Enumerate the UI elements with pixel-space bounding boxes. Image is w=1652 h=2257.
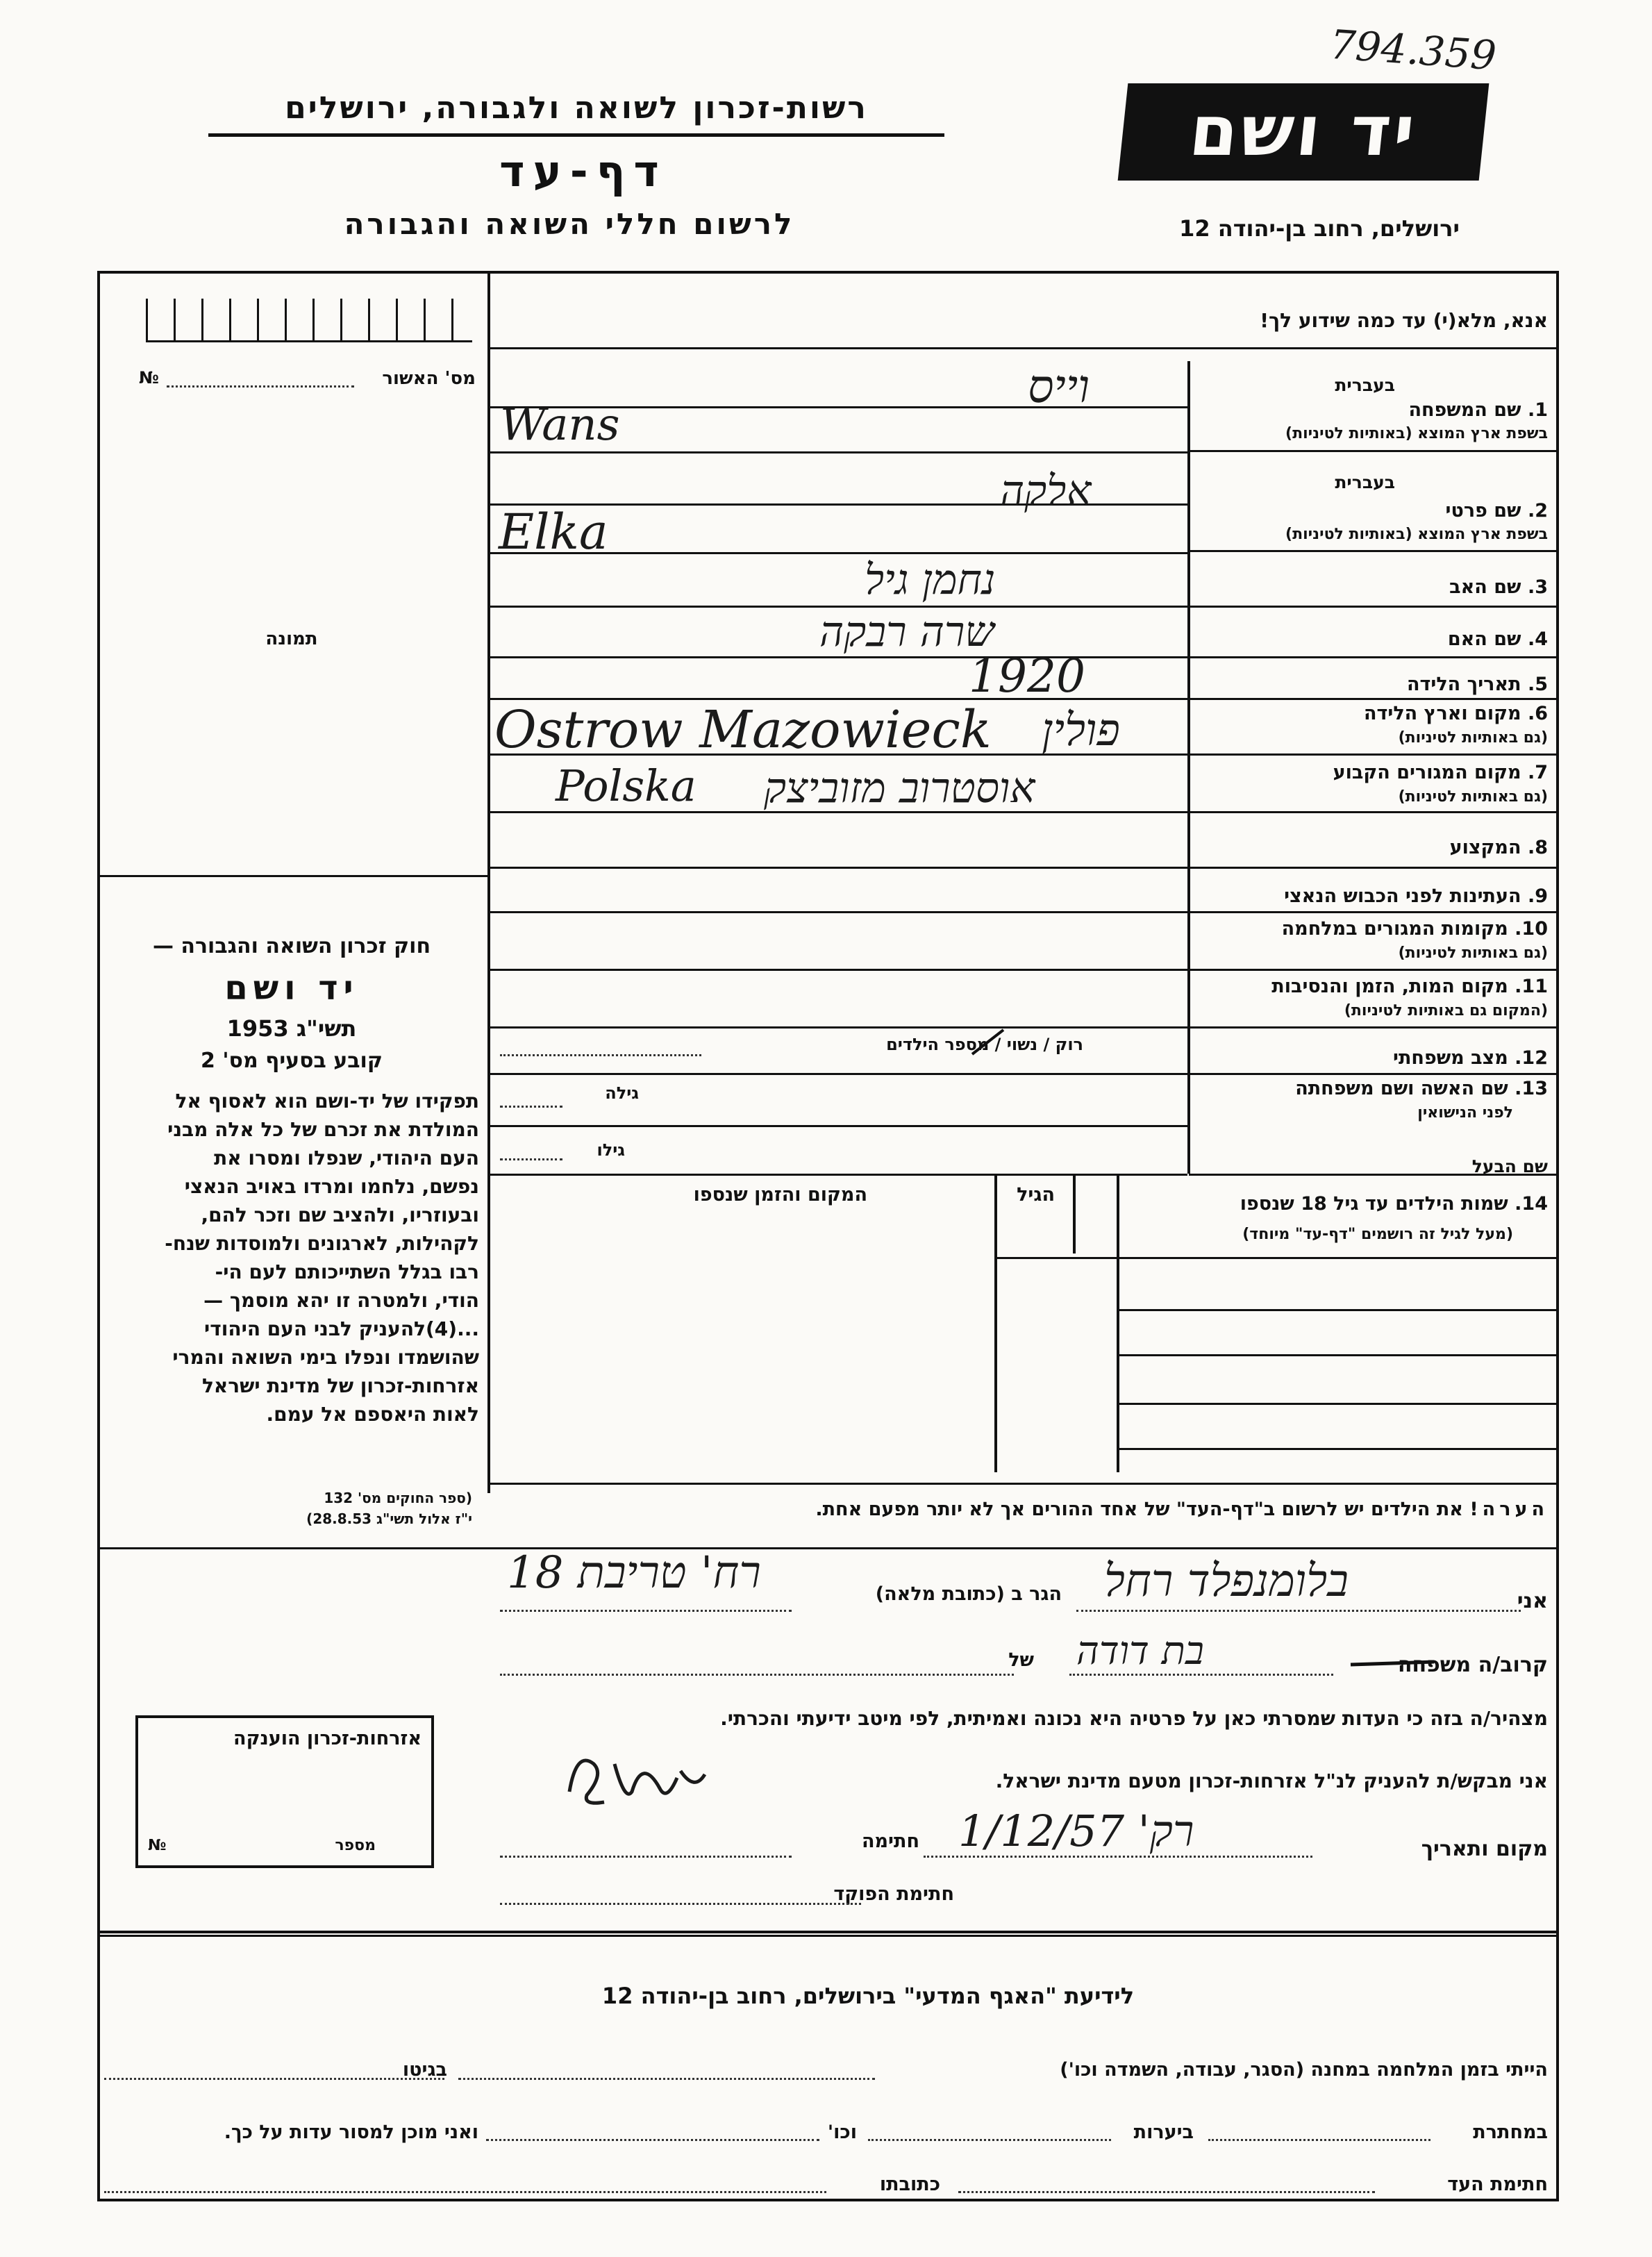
note-top-rule bbox=[489, 1483, 1558, 1485]
row-rule bbox=[1189, 606, 1558, 608]
declare-text: מצהיר/ה בזה כי העדות שמסרתי כאן על פרטיה היא נכונה ואמיתית, לפי מיטב ידיעתי והכרתי. bbox=[720, 1707, 1548, 1730]
hw-surname-lat: Wans bbox=[500, 399, 620, 451]
witness-name-line bbox=[1076, 1610, 1521, 1612]
address: ירושלים, רחוב בן-יהודה 12 bbox=[1179, 215, 1460, 242]
row-rule bbox=[1189, 1073, 1558, 1075]
footer-line2-dots-c bbox=[486, 2139, 819, 2141]
value-rule bbox=[489, 867, 1187, 869]
citizenship-title: אזרחות-זכרון הוענקה bbox=[233, 1728, 422, 1749]
children-header-rule bbox=[1118, 1257, 1558, 1259]
signature-line bbox=[500, 1856, 792, 1858]
children-sub: (מעל לגיל זה רושמים "דף-עד" מיוחד) bbox=[1242, 1226, 1513, 1243]
marital-options: רוק / נשוי / מספר הילדים bbox=[886, 1035, 1083, 1054]
witness-address-line bbox=[500, 1610, 792, 1612]
footer-line1-b: בגיטו bbox=[402, 2059, 447, 2081]
children-col-divider-2 bbox=[994, 1174, 997, 1472]
field-birthdate-label: 5. תאריך הלידה bbox=[1406, 674, 1548, 695]
hw-surname-heb: וייס bbox=[1028, 360, 1090, 413]
field-surname-sub: בשפת ארץ המוצא (באותיות לטיניות) bbox=[1285, 425, 1548, 442]
request-text: אני מבקש/ת להעניק לנ"ל אזרחות-זכרון מטעם מדינת ישראל. bbox=[995, 1769, 1548, 1792]
hw-father: נחמן גיל bbox=[865, 556, 996, 604]
value-rule bbox=[489, 969, 1187, 971]
children-row-rule bbox=[1118, 1354, 1558, 1356]
form-subtitle: לרשום חללי השואה והגבורה bbox=[344, 207, 795, 241]
officer-signature-label: חתימת הפוקד bbox=[833, 1883, 954, 1905]
relative-label: קרוב/ה משפחה bbox=[1397, 1653, 1548, 1677]
footer-line2-dots-a bbox=[1208, 2139, 1430, 2141]
hw-residence-lat: Polska bbox=[556, 760, 696, 811]
husband-label: שם הבעל bbox=[1471, 1156, 1548, 1176]
footer-line2-b: ביערות bbox=[1133, 2122, 1194, 2143]
value-rule bbox=[489, 1073, 1187, 1075]
approval-boxes bbox=[146, 299, 472, 342]
hw-relation: בת דודה bbox=[1076, 1629, 1204, 1674]
field-birthplace-sub: (גם באותיות לטיניות) bbox=[1398, 729, 1548, 747]
relation-line bbox=[1069, 1674, 1333, 1676]
wife-age-line bbox=[500, 1106, 562, 1108]
row-rule bbox=[1189, 969, 1558, 971]
field-death-label: 11. מקום המות, הזמן והנסיבות bbox=[1271, 976, 1548, 997]
footer-line2-d: ואני מוכן למסור עדות על כך. bbox=[224, 2122, 478, 2143]
citizenship-box bbox=[135, 1715, 434, 1868]
note bbox=[500, 1499, 1549, 1520]
field-profession-label: 8. המקצוע bbox=[1449, 837, 1548, 858]
children-label: 14. שמות הילדים עד גיל 18 שנספו bbox=[1240, 1193, 1548, 1215]
left-column-divider bbox=[487, 271, 490, 1493]
law-text: תפקידו של יד-ושם הוא לאסוף אל המולדת את זכרם של כל אלה מבני העם היהודי, שנפלו ומסרו את נפשם, נלחמו ומרדו באויב הנאצי ובעוזריו, ולהציב שם וזכר להם, לקהילות, לארגונים ולמוסדות שנח- רבו בגלל השתייכותם לעם הי- הודי, ולמטרה זו יהא מוסמך — ...(4)להעניק לבני העם היהודי שהושמדו ונפלו בימי השואה והמרי אזרחות-זכרון של מדינת ישראל לאות היאספם אל עמם. bbox=[165, 1090, 479, 1426]
strike-mark bbox=[969, 1026, 1010, 1061]
hw-residence-heb: אוסטרוב מזוביצק bbox=[764, 764, 1035, 813]
footer-line3-b: כתובתו bbox=[879, 2174, 940, 2195]
field-spouse-sub: לפני הנישואין bbox=[1417, 1104, 1513, 1122]
in-hebrew-label-2: בעברית bbox=[1335, 472, 1395, 492]
relative-strike bbox=[1351, 1656, 1434, 1670]
footer-top-rule bbox=[97, 1931, 1559, 1933]
row-rule bbox=[1189, 698, 1558, 700]
footer-line3-dots-b bbox=[104, 2191, 826, 2193]
children-row-rule bbox=[1118, 1448, 1558, 1450]
law-clause: קובע בסעיף מס' 2 bbox=[201, 1049, 383, 1073]
footer-line1-a: הייתי בזמן המלחמה במחנה (הסגר, עבודה, השמדה וכו') bbox=[1060, 2059, 1548, 2081]
children-place-header: המקום והזמן שנספו bbox=[693, 1184, 867, 1206]
field-father-label: 3. שם האב bbox=[1449, 576, 1548, 598]
field-citizenship-label: 9. העתינות לפני הכבוש הנאצי bbox=[1284, 885, 1548, 907]
logo-text: יד ושם bbox=[1185, 90, 1421, 172]
of-line bbox=[500, 1674, 1014, 1676]
field-firstname-sub: בשפת ארץ המוצא (באותיות לטיניות) bbox=[1285, 526, 1548, 543]
field-wartime-residence-sub: (גם באותיות לטיניות) bbox=[1398, 944, 1548, 962]
footer-top-rule-2 bbox=[97, 1935, 1559, 1937]
wife-age-label: גילה bbox=[605, 1083, 639, 1103]
footer-line3-dots-a bbox=[958, 2191, 1375, 2193]
marital-line bbox=[500, 1054, 701, 1056]
hw-firstname-heb: אלקה bbox=[1000, 467, 1092, 515]
officer-signature-line bbox=[500, 1903, 861, 1905]
hw-birthplace-lat: Ostrow Mazowieck bbox=[494, 700, 992, 760]
form-title: דף-עד bbox=[499, 146, 667, 197]
husband-age-line bbox=[500, 1158, 562, 1160]
footer-title: לידיעת "האגף המדעי" בירושלים, רחוב בן-יהודה 12 bbox=[601, 1983, 1135, 2009]
law-title: חוק זכרון השואה והגבורה — bbox=[152, 934, 431, 958]
hw-witness-name: בלומנפלד רחל bbox=[1104, 1556, 1349, 1607]
value-rule bbox=[489, 911, 1187, 913]
field-spouse-label: 13. שם האשה ושם משפחתה bbox=[1295, 1078, 1548, 1099]
photo-label: תמונה bbox=[265, 628, 318, 649]
note-bottom-rule bbox=[97, 1547, 1559, 1549]
hebrew-latin-divider bbox=[1187, 361, 1190, 451]
field-residence-label: 7. מקום המגורים הקבוע bbox=[1333, 762, 1548, 783]
footer-line1-dots-b bbox=[104, 2078, 444, 2080]
hw-place-date: רק' 1/12/57 bbox=[958, 1806, 1194, 1856]
row-rule bbox=[1189, 450, 1558, 452]
intro-rule bbox=[489, 347, 1558, 349]
law-reference-2: י"ז אלול תשי"ג 28.8.53) bbox=[306, 1510, 472, 1527]
row-rule bbox=[1189, 811, 1558, 813]
row-rule bbox=[1189, 1026, 1558, 1028]
field-surname-label: 1. שם המשפחה bbox=[1408, 399, 1548, 421]
header-rule bbox=[208, 133, 944, 137]
hw-mother: שרה רבקה bbox=[819, 608, 994, 656]
value-rule bbox=[489, 451, 1187, 453]
note-text: את הילדים יש לרשום ב"דף-העד" של אחד ההורים אך לא יותר מפעם אחת. bbox=[815, 1499, 1463, 1520]
row-rule bbox=[1189, 656, 1558, 658]
children-col-divider-3 bbox=[1073, 1174, 1076, 1254]
field-birthplace-label: 6. מקום וארץ הלידה bbox=[1363, 703, 1548, 724]
footer-line1-dots-a bbox=[458, 2078, 875, 2080]
hw-firstname-lat: Elka bbox=[499, 503, 608, 560]
row-rule bbox=[1189, 753, 1558, 756]
declaration-i-label: אני bbox=[1517, 1589, 1548, 1613]
footer-line2-c: וכו' bbox=[827, 2122, 857, 2143]
citizenship-no-sign: № bbox=[148, 1837, 167, 1854]
photo-area-bottom bbox=[97, 875, 489, 877]
children-col-divider-1 bbox=[1117, 1174, 1119, 1472]
field-marital-label: 12. מצב משפחתי bbox=[1393, 1047, 1548, 1069]
row-rule bbox=[1189, 867, 1558, 869]
children-age-header: הגיל bbox=[1017, 1184, 1055, 1206]
note-label: הערה! bbox=[1469, 1499, 1549, 1520]
law-reference-1: (ספר החוקים מס' 132 bbox=[324, 1490, 472, 1506]
of-label: של bbox=[1008, 1649, 1034, 1671]
children-row-rule bbox=[994, 1257, 1117, 1259]
hw-birth-year: 1920 bbox=[969, 649, 1085, 703]
in-hebrew-label-1: בעברית bbox=[1335, 375, 1395, 395]
children-row-rule bbox=[1118, 1403, 1558, 1405]
label-column-divider bbox=[1187, 361, 1190, 1174]
children-row-rule bbox=[1118, 1309, 1558, 1311]
row-rule bbox=[1189, 911, 1558, 913]
footer-line2-a: במחתרת bbox=[1473, 2122, 1548, 2143]
approval-no-label: מס' האשור bbox=[382, 368, 476, 389]
row-rule bbox=[1189, 550, 1558, 552]
signature-label: חתימה bbox=[861, 1831, 919, 1852]
husband-age-label: גילו bbox=[596, 1140, 625, 1160]
yad-vashem-logo bbox=[1118, 83, 1490, 181]
value-rule bbox=[489, 1174, 1187, 1176]
signature-witness bbox=[556, 1736, 729, 1819]
citizenship-number-label: מספר bbox=[335, 1837, 376, 1854]
lives-at-label: הגר ב (כתובת מלאה) bbox=[875, 1583, 1062, 1605]
law-name: יד ושם bbox=[224, 969, 359, 1008]
hw-birthplace-heb: פולין bbox=[1042, 705, 1120, 756]
footer-line2-dots-b bbox=[868, 2139, 1111, 2141]
hw-witness-address: רח' טריבת 18 bbox=[507, 1547, 761, 1599]
approval-no-sign: № bbox=[139, 368, 159, 388]
field-firstname-label: 2. שם פרטי bbox=[1445, 500, 1548, 522]
field-wartime-residence-label: 10. מקומות המגורים במלחמה bbox=[1281, 918, 1548, 940]
value-rule bbox=[489, 1026, 1187, 1028]
value-rule bbox=[489, 1125, 1187, 1127]
approval-no-line bbox=[167, 385, 354, 388]
row-rule bbox=[1189, 1174, 1558, 1176]
field-residence-sub: (גם באותיות לטיניות) bbox=[1398, 788, 1548, 806]
law-year: תשי"ג 1953 bbox=[226, 1015, 357, 1042]
footer-line3-a: חתימת העד bbox=[1447, 2174, 1548, 2195]
authority-name: רשות-זכרון לשואה ולגבורה, ירושלים bbox=[285, 90, 868, 126]
field-mother-label: 4. שם האם bbox=[1447, 628, 1548, 650]
archive-number: 794.359 bbox=[1328, 20, 1498, 80]
form-intro: אנא, מלא(י) עד כמה שידוע לך! bbox=[1260, 309, 1548, 332]
field-death-sub: (המקום גם באותיות לטיניות) bbox=[1344, 1002, 1548, 1019]
place-date-label: מקום ותאריך bbox=[1421, 1837, 1548, 1861]
place-date-line bbox=[924, 1856, 1312, 1858]
